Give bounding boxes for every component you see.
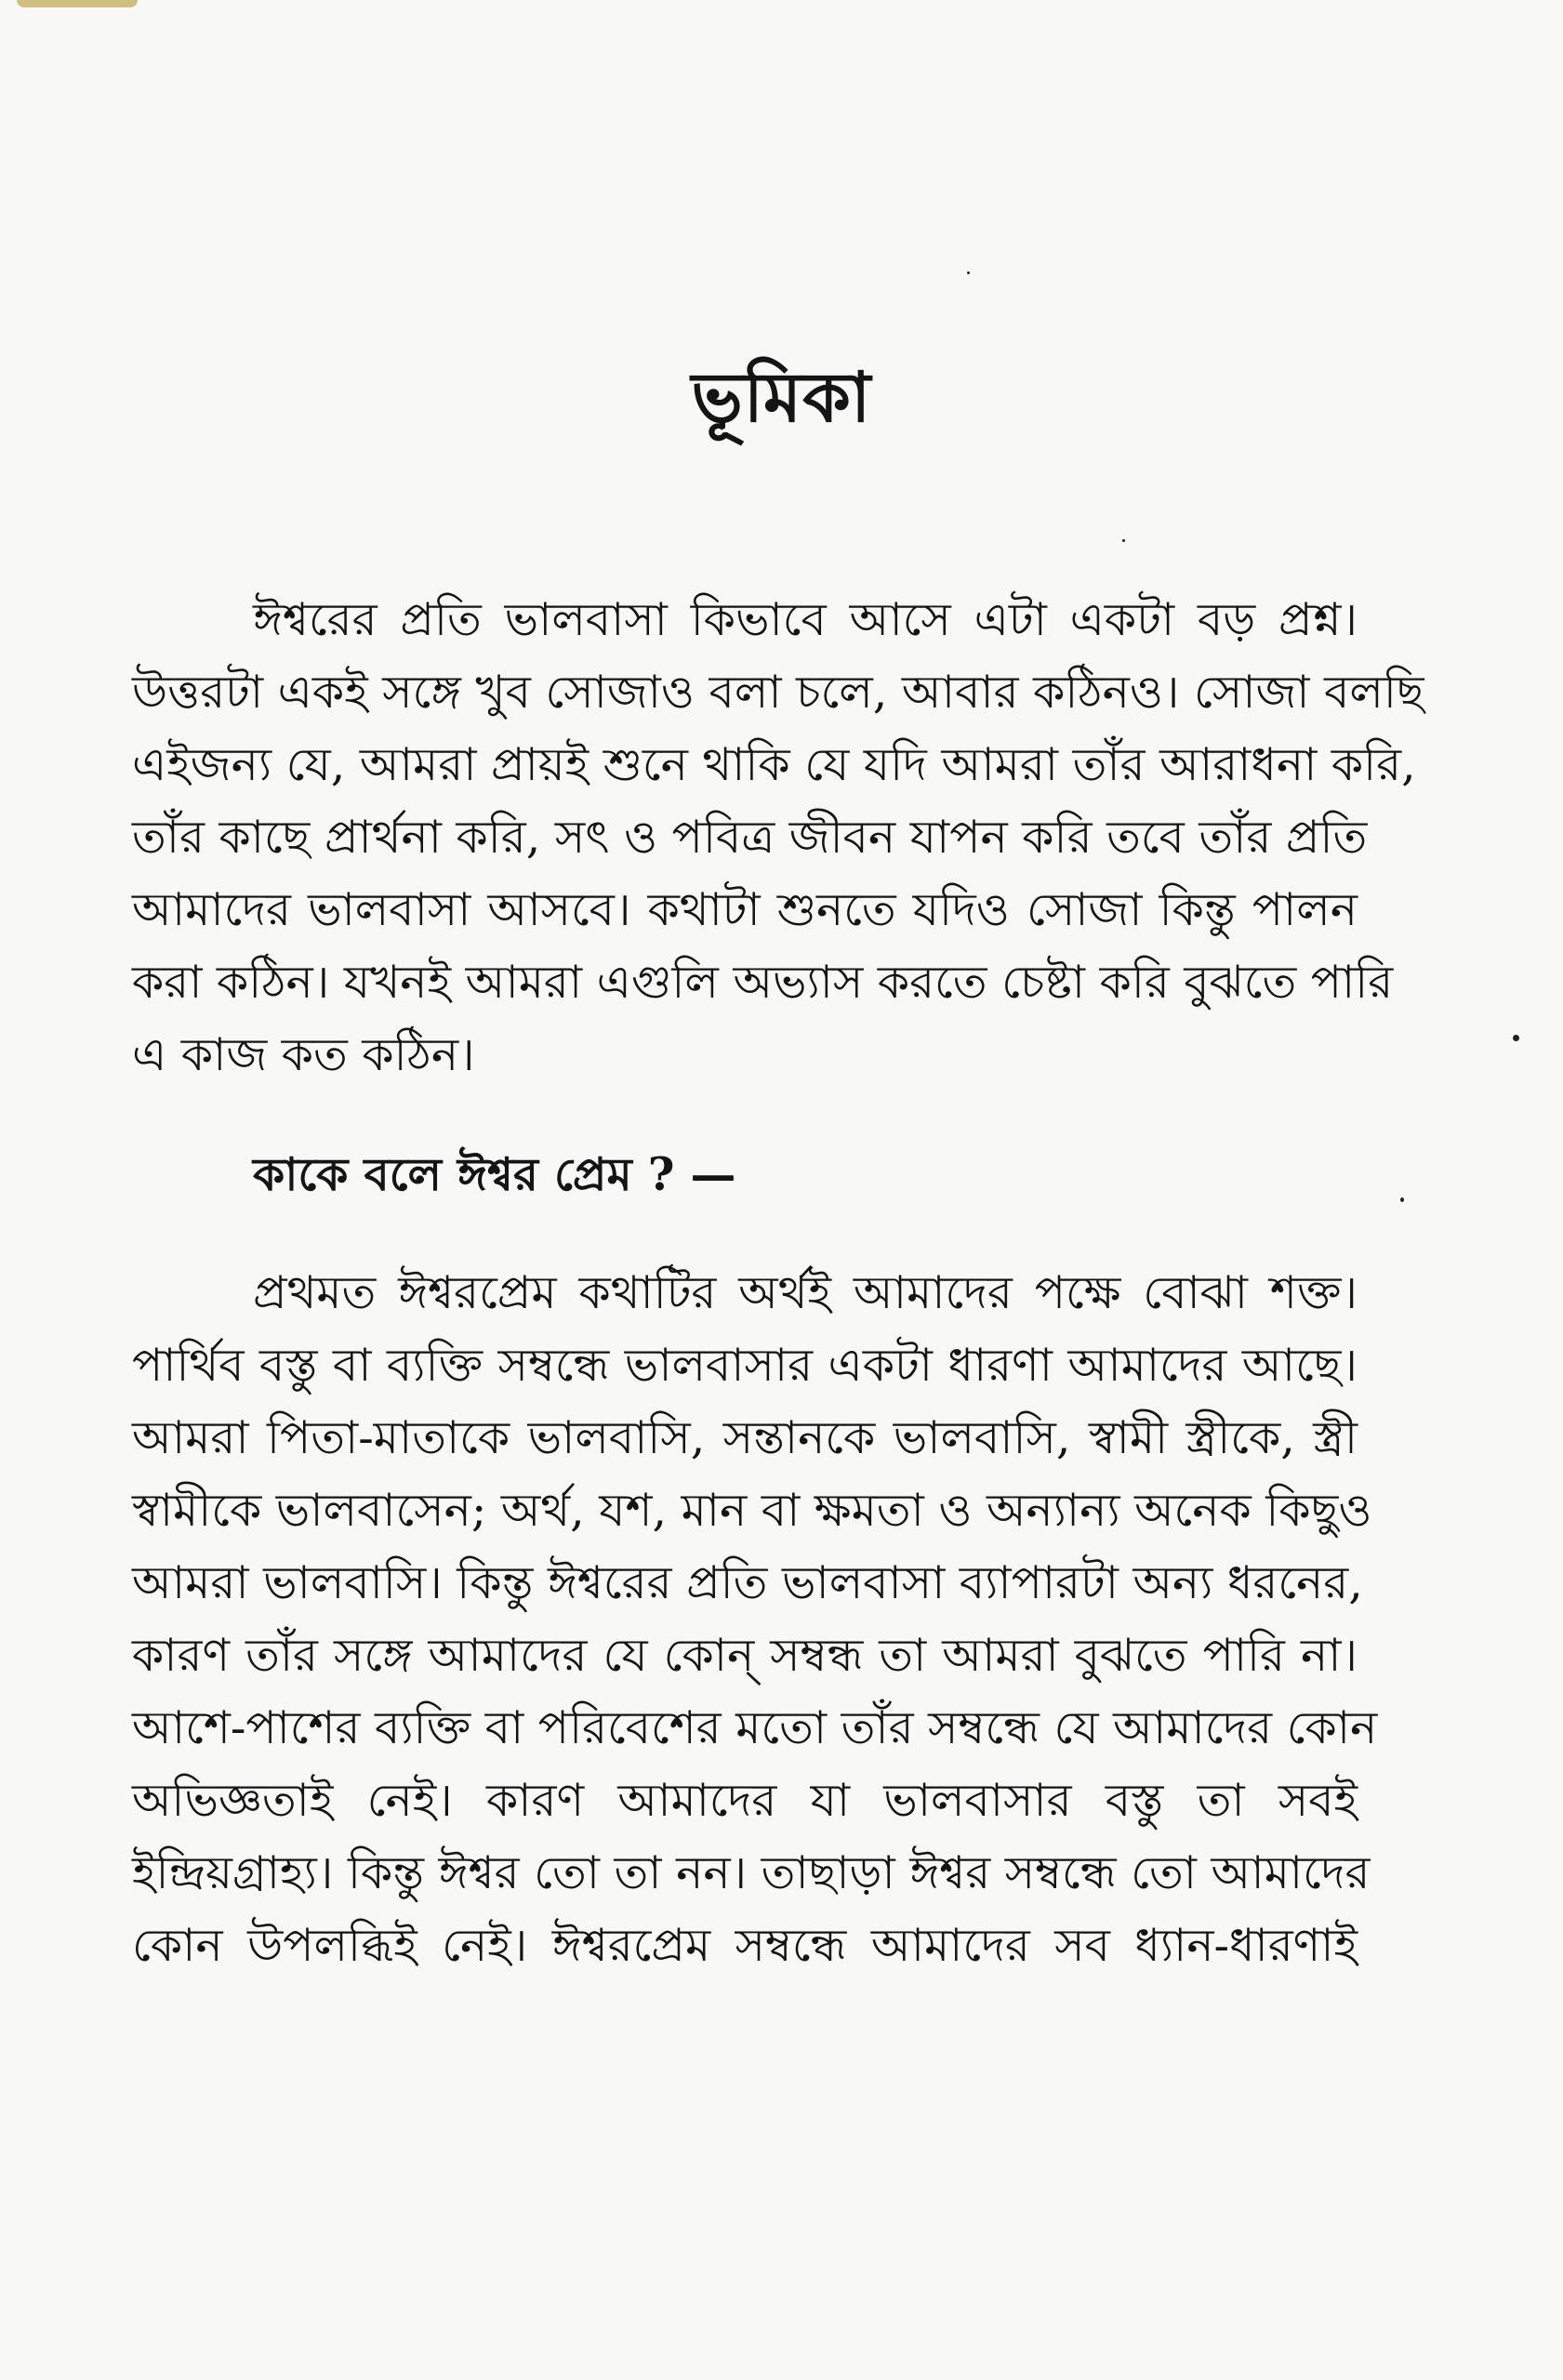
paper-speck	[1400, 1197, 1404, 1202]
paragraph-line: করা কঠিন। যখনই আমরা এগুলি অভ্যাস করতে চেষ্টা করি বুঝতে পারি	[132, 956, 1394, 1009]
paragraph-line: ইন্দ্রিয়গ্রাহ্য। কিন্তু ঈশ্বর তো তা নন। তাছাড়া ঈশ্বর সম্বন্ধে তো আমাদের	[132, 1846, 1371, 1899]
paragraph-line: ঈশ্বরের প্রতি ভালবাসা কিভাবে আসে এটা একটা বড় প্রশ্ন।	[253, 593, 1358, 646]
paragraph-intro	[132, 584, 1424, 1091]
section-heading: কাকে বলে ঈশ্বর প্রেম ? —	[253, 1147, 736, 1201]
paragraph-line: অভিজ্ঞতাই নেই। কারণ আমাদের যা ভালবাসার বস্তু তা সবই	[132, 1774, 1358, 1827]
page-title: ভূমিকা	[691, 358, 872, 438]
paragraph-line: কোন উপলব্ধিই নেই। ঈশ্বরপ্রেম সম্বন্ধে আমাদের সব ধ্যান-ধারণাই	[132, 1919, 1358, 1972]
paper-speck	[1513, 1035, 1519, 1041]
paragraph-line: প্রথমত ঈশ্বরপ্রেম কথাটির অর্থই আমাদের পক্ষে বোঝা শক্ত।	[253, 1266, 1358, 1319]
paragraph-line: আশে-পাশের ব্যক্তি বা পরিবেশের মতো তাঁর সম্বন্ধে যে আমাদের কোন	[132, 1701, 1378, 1754]
paragraph-line: এইজন্য যে, আমরা প্রায়ই শুনে থাকি যে যদি আমরা তাঁর আরাধনা করি,	[132, 738, 1416, 791]
paragraph-line: কারণ তাঁর সঙ্গে আমাদের যে কোন্ সম্বন্ধ তা আমরা বুঝতে পারি না।	[132, 1629, 1358, 1682]
paragraph-line: আমরা ভালবাসি। কিন্তু ঈশ্বরের প্রতি ভালবাসা ব্যাপারটা অন্য ধরনের,	[132, 1556, 1363, 1609]
paper-speck	[967, 271, 970, 274]
paragraph-line: তাঁর কাছে প্রার্থনা করি, সৎ ও পবিত্র জীবন যাপন করি তবে তাঁর প্রতি	[132, 811, 1368, 864]
paragraph-line: এ কাজ কত কঠিন।	[132, 1028, 475, 1081]
paragraph-line: স্বামীকে ভালবাসেন; অর্থ, যশ, মান বা ক্ষমতা ও অন্যান্য অনেক কিছুও	[132, 1484, 1372, 1537]
paragraph-line: আমাদের ভালবাসা আসবে। কথাটা শুনতে যদিও সোজা কিন্তু পালন	[132, 883, 1358, 936]
paragraph-love-of-god	[132, 1257, 1378, 1982]
paper-speck	[1122, 539, 1125, 542]
paragraph-line: আমরা পিতা-মাতাকে ভালবাসি, সন্তানকে ভালবাসি, স্বামী স্ত্রীকে, স্ত্রী	[132, 1411, 1358, 1464]
page-corner-stain	[17, 0, 138, 7]
paragraph-line: পার্থিব বস্তু বা ব্যক্তি সম্বন্ধে ভালবাসার একটা ধারণা আমাদের আছে।	[132, 1339, 1358, 1392]
paragraph-line: উত্তরটা একই সঙ্গে খুব সোজাও বলা চলে, আবার কঠিনও। সোজা বলছি	[132, 666, 1424, 719]
